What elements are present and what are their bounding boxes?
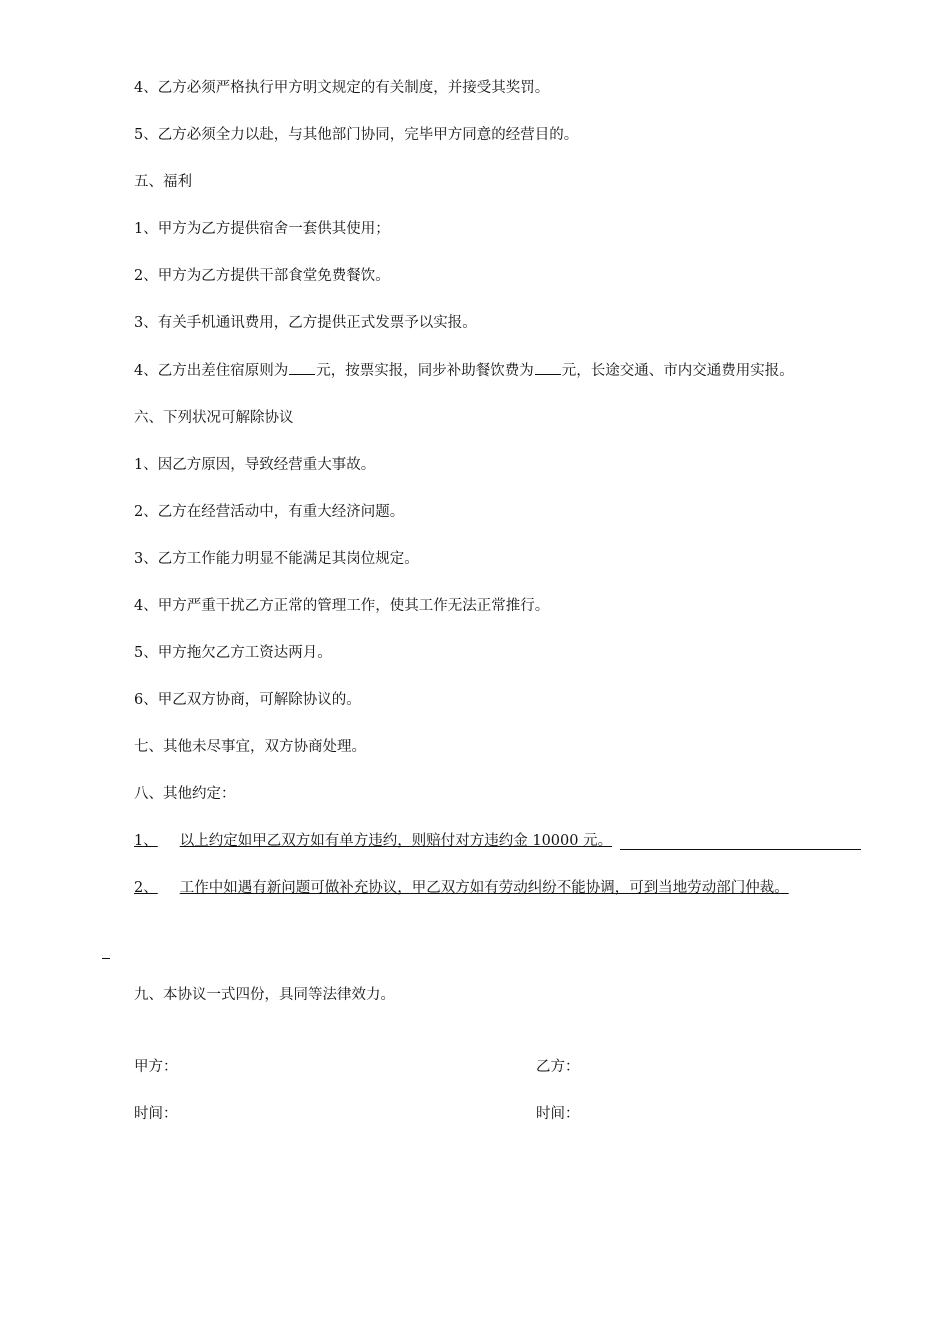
other-agreement-2-text: 工作中如遇有新问题可做补充协议，甲乙双方如有劳动纠纷不能协调，可到当地劳动部门仲裁。 xyxy=(179,880,789,896)
welfare-3: 3、有关手机通讯费用，乙方提供正式发票予以实报。 xyxy=(134,315,477,331)
welfare-4-part-c: 元，长途交通、市内交通费用实报。 xyxy=(561,363,794,379)
termination-5: 5、甲方拖欠乙方工资达两月。 xyxy=(134,645,332,661)
section-9-heading: 九、本协议一式四份，具同等法律效力。 xyxy=(134,987,395,1003)
clause-4-4: 4、乙方必须严格执行甲方明文规定的有关制度，并接受其奖罚。 xyxy=(134,80,550,96)
party-b-date-label: 时间： xyxy=(536,1106,580,1122)
other-agreement-2 xyxy=(134,878,789,898)
welfare-4-part-b: 元，按票实报，同步补助餐饮费为 xyxy=(316,363,534,379)
welfare-4-part-a: 4、乙方出差住宿原则为 xyxy=(134,363,289,379)
underline-rule xyxy=(620,849,861,850)
stray-dash xyxy=(102,958,110,959)
termination-2: 2、乙方在经营活动中，有重大经济问题。 xyxy=(134,504,405,520)
termination-4: 4、甲方严重干扰乙方正常的管理工作，使其工作无法正常推行。 xyxy=(134,598,550,614)
other-agreement-1-number: 1、 xyxy=(134,833,158,849)
section-7-heading: 七、其他未尽事宜，双方协商处理。 xyxy=(134,739,366,755)
meal-allowance-blank xyxy=(535,360,561,375)
party-a-signature-label: 甲方： xyxy=(134,1059,178,1075)
section-8-heading: 八、其他约定： xyxy=(134,786,236,802)
section-5-heading: 五、福利 xyxy=(134,174,192,190)
party-a-date-label: 时间： xyxy=(134,1106,178,1122)
other-agreement-1 xyxy=(134,831,612,851)
section-6-heading: 六、下列状况可解除协议 xyxy=(134,410,294,426)
termination-1: 1、因乙方原因，导致经营重大事故。 xyxy=(134,457,376,473)
party-b-signature-label: 乙方： xyxy=(536,1059,580,1075)
welfare-2: 2、甲方为乙方提供干部食堂免费餐饮。 xyxy=(134,268,390,284)
termination-6: 6、甲乙双方协商，可解除协议的。 xyxy=(134,692,361,708)
welfare-4 xyxy=(134,360,794,381)
clause-4-5: 5、乙方必须全力以赴，与其他部门协同，完毕甲方同意的经营目的。 xyxy=(134,127,579,143)
welfare-1: 1、甲方为乙方提供宿舍一套供其使用； xyxy=(134,221,390,237)
other-agreement-1-text: 以上约定如甲乙双方如有单方违约，则赔付对方违约金 10000 元。 xyxy=(179,833,613,849)
accommodation-blank xyxy=(289,360,315,375)
termination-3: 3、乙方工作能力明显不能满足其岗位规定。 xyxy=(134,551,419,567)
other-agreement-2-number: 2、 xyxy=(134,880,158,896)
